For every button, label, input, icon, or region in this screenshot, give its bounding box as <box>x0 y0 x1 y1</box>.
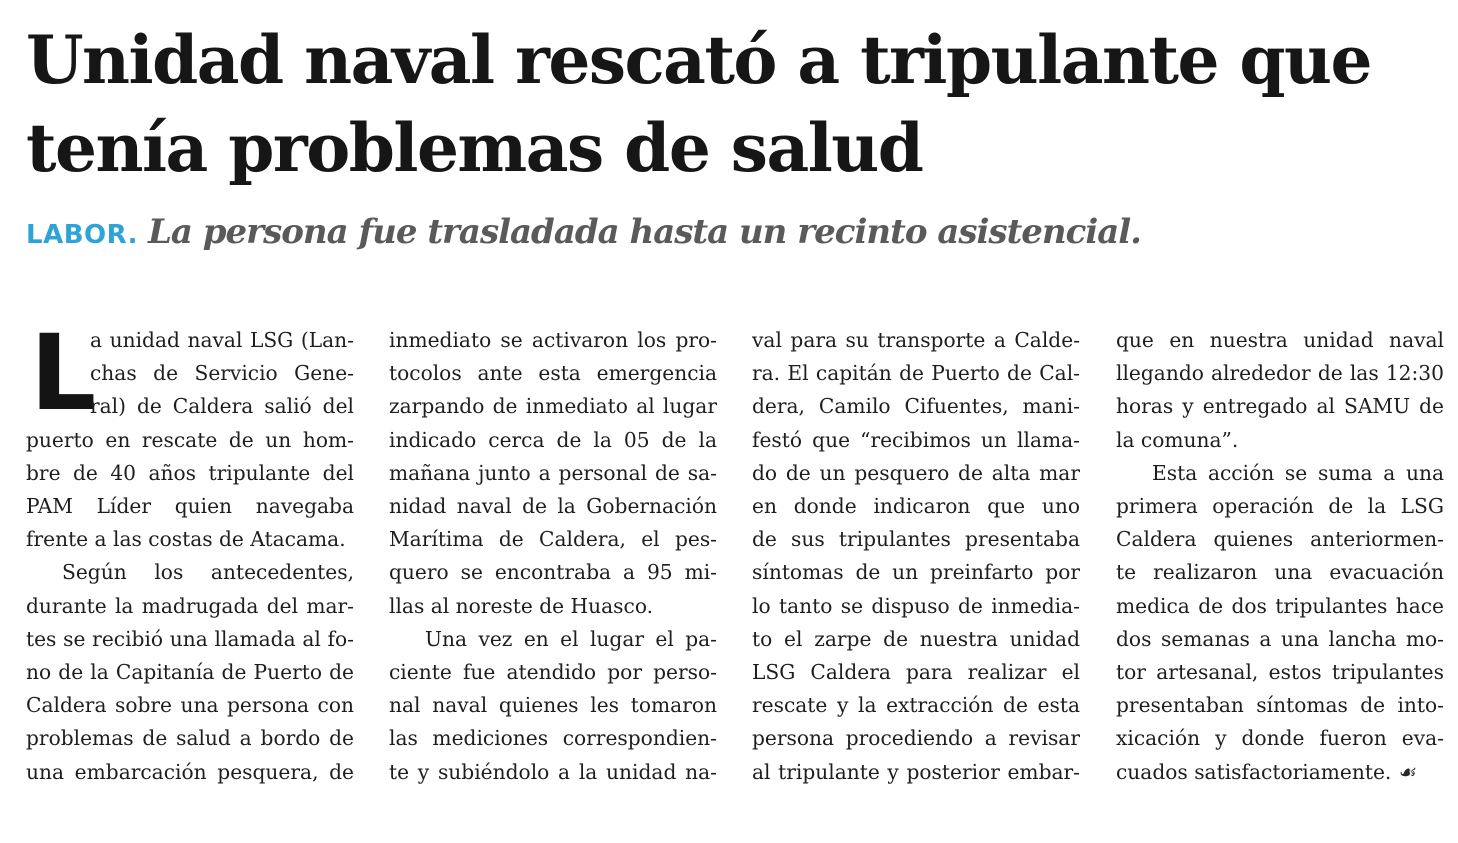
text-line: festó que “recibimos un llama- <box>752 427 1080 452</box>
text-line: Marítima de Caldera, el pes- <box>389 527 717 552</box>
text-line: al tripulante y posterior embar- <box>752 759 1080 784</box>
text-line: tocolos ante esta emergencia <box>389 361 717 386</box>
text-line: chas de Servicio Gene- <box>90 361 354 386</box>
text-line: lo tanto se dispuso de inmedia- <box>752 593 1080 618</box>
article-column-4 <box>1116 324 1444 789</box>
text-line: tor artesanal, estos tripulantes <box>1116 660 1444 685</box>
text-line: persona procediendo a revisar <box>752 726 1080 751</box>
text-line <box>1116 756 1444 789</box>
text-line: PAM Líder quien navegaba <box>26 494 354 519</box>
text-line: inmediato se activaron los pro- <box>389 328 717 352</box>
text-line: te realizaron una evacuación <box>1116 560 1444 585</box>
text-line: una embarcación pesquera, de <box>26 759 354 784</box>
text-line: nal naval quienes les tomaron <box>389 693 717 718</box>
text-line: en donde indicaron que uno <box>752 494 1080 519</box>
headline <box>26 16 1436 192</box>
text-line: dera, Camilo Cifuentes, mani- <box>752 394 1080 419</box>
text-line: tes se recibió una llamada al fo- <box>26 626 354 651</box>
text-line: val para su transporte a Calde- <box>752 328 1080 352</box>
text-line: la comuna”. <box>1116 427 1239 452</box>
text-line: las mediciones correspondien- <box>389 726 717 751</box>
text-line: a unidad naval LSG (Lan- <box>90 328 354 352</box>
kicker-subtitle: La persona fue trasladada hasta un recinto asistencial. <box>148 212 1142 252</box>
text-line: que en nuestra unidad naval <box>1116 328 1444 352</box>
text-line: frente a las costas de Atacama. <box>26 527 346 552</box>
headline-line: tenía problemas de salud <box>26 109 923 187</box>
text-line: te y subiéndolo a la unidad na- <box>389 759 717 784</box>
text-line: ral) de Caldera salió del <box>90 394 354 419</box>
text-line: dos semanas a una lancha mo- <box>1116 626 1444 651</box>
text-line: indicado cerca de la 05 de la <box>389 427 717 452</box>
kicker <box>26 212 1141 252</box>
text-line: ra. El capitán de Puerto de Cal- <box>752 361 1080 386</box>
text-line: puerto en rescate de un hom- <box>26 427 354 452</box>
headline-line: Unidad naval rescató a tripulante que <box>26 21 1372 99</box>
kicker-label: LABOR. <box>26 220 138 250</box>
text-line: do de un pesquero de alta mar <box>752 460 1080 485</box>
text-line: presentaban síntomas de into- <box>1116 693 1444 718</box>
article-column-2 <box>389 324 717 789</box>
text-line: problemas de salud a bordo de <box>26 726 354 751</box>
text-line: xicación y donde fueron eva- <box>1116 726 1444 751</box>
text-line: Caldera quienes anteriormen- <box>1116 527 1444 552</box>
text-line: Según los antecedentes, <box>62 560 354 585</box>
text-line: mañana junto a personal de sa- <box>389 460 717 485</box>
text-line: durante la madrugada del mar- <box>26 593 354 618</box>
text-line: horas y entregado al SAMU de <box>1116 394 1444 419</box>
drop-cap: L <box>30 312 97 434</box>
text-line: síntomas de un preinfarto por <box>752 560 1080 585</box>
text-line: bre de 40 años tripulante del <box>26 460 354 485</box>
article-column-1 <box>26 312 354 789</box>
text-line: Caldera sobre una persona con <box>26 693 354 718</box>
text-line: to el zarpe de nuestra unidad <box>752 626 1080 651</box>
text-line: nidad naval de la Gobernación <box>389 494 717 519</box>
last-line-text: cuados satisfactoriamente. <box>1116 759 1392 784</box>
text-line: Una vez en el lugar el pa- <box>425 626 717 651</box>
text-line: no de la Capitanía de Puerto de <box>26 660 354 685</box>
text-line: Esta acción se suma a una <box>1152 460 1444 485</box>
article-column-3 <box>752 324 1080 789</box>
text-line: medica de dos tripulantes hace <box>1116 593 1444 618</box>
text-line: quero se encontraba a 95 mi- <box>389 560 717 585</box>
text-line: zarpando de inmediato al lugar <box>389 394 717 419</box>
text-line: llas al noreste de Huasco. <box>389 593 654 618</box>
end-of-article-icon: ☙ <box>1397 759 1416 784</box>
text-line: LSG Caldera para realizar el <box>752 660 1080 685</box>
text-line: primera operación de la LSG <box>1116 494 1444 519</box>
text-line: de sus tripulantes presentaba <box>752 527 1080 552</box>
text-line: rescate y la extracción de esta <box>752 693 1080 718</box>
text-line: ciente fue atendido por perso- <box>389 660 717 685</box>
text-line: llegando alrededor de las 12:30 <box>1116 361 1444 386</box>
